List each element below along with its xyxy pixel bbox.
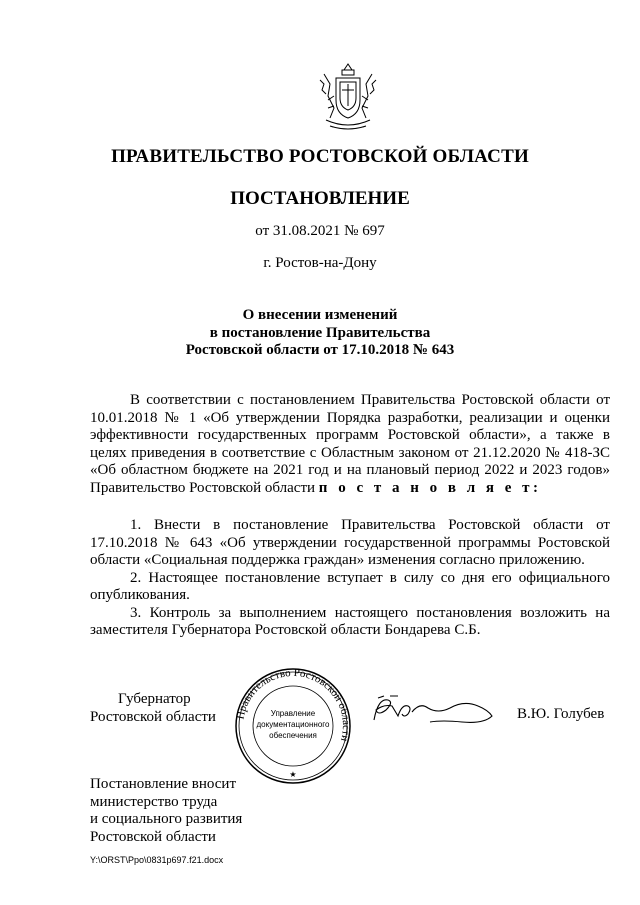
note-line: Постановление вносит bbox=[90, 776, 237, 792]
seal-inner-line: обеспечения bbox=[269, 731, 317, 740]
document-type: ПОСТАНОВЛЕНИЕ bbox=[230, 188, 410, 209]
signer-position-line: Губернатор bbox=[118, 691, 191, 707]
document-subject bbox=[0, 307, 640, 360]
preamble-paragraph bbox=[90, 392, 610, 497]
subject-line: Ростовской области от 17.10.2018 № 643 bbox=[185, 342, 455, 358]
resolution-item: 3. Контроль за выполнением настоящего постановления возложить на заместителя Губернатора Ростовской области Бондарева С.Б. bbox=[90, 604, 610, 638]
signer-name: В.Ю. Голубев bbox=[517, 706, 605, 722]
submitted-by-note bbox=[90, 776, 290, 846]
subject-line: О внесении изменений bbox=[242, 307, 398, 323]
resolution-item: 2. Настоящее постановление вступает в силу со дня его официального опубликования. bbox=[90, 569, 610, 603]
resolves-word: п о с т а н о в л я е т: bbox=[318, 479, 542, 496]
signer-position-line: Ростовской области bbox=[90, 709, 216, 725]
note-line: и социального развития bbox=[90, 811, 243, 827]
coat-of-arms-emblem bbox=[316, 60, 380, 132]
note-line: Ростовской области bbox=[90, 828, 216, 845]
seal-outer-text: Правительство Ростовской области bbox=[234, 666, 353, 743]
handwritten-signature bbox=[368, 690, 498, 730]
signer-position bbox=[90, 690, 230, 726]
seal-star-icon: ★ bbox=[289, 770, 297, 779]
subject-line: в постановление Правительства bbox=[209, 324, 431, 341]
note-line: министерство труда bbox=[90, 793, 218, 810]
date-number: от 31.08.2021 № 697 bbox=[255, 223, 385, 239]
file-path: Y:\ORST\Ppo\0831p697.f21.docx bbox=[90, 855, 224, 865]
resolution-items bbox=[90, 517, 610, 640]
seal-inner-line: Управление bbox=[270, 709, 316, 718]
preamble-text: В соответствии с постановлением Правительства Ростовской области от 10.01.2018 № 1 «Об утверждении Порядка разработки, реализации и оценки эффективности государственных программ Ростовской области», а также в целях приведения в соответствие с Областным законом от 21.12.2020 № 418-ЗС «Об областном бюджете на 2021 год и на плановый период 2022 и 2023 годов» Правительство Ростовской области bbox=[90, 392, 610, 496]
seal-inner-line: документационного bbox=[256, 720, 330, 729]
resolution-item: 1. Внести в постановление Правительства Ростовской области от 17.10.2018 № 643 «Об утверждении государственной программы Ростовской области «Социальная поддержка граждан» изменения согласно приложению. bbox=[90, 517, 610, 568]
government-title: ПРАВИТЕЛЬСТВО РОСТОВСКОЙ ОБЛАСТИ bbox=[111, 146, 529, 167]
city: г. Ростов-на-Дону bbox=[263, 255, 377, 271]
official-seal bbox=[233, 666, 353, 786]
